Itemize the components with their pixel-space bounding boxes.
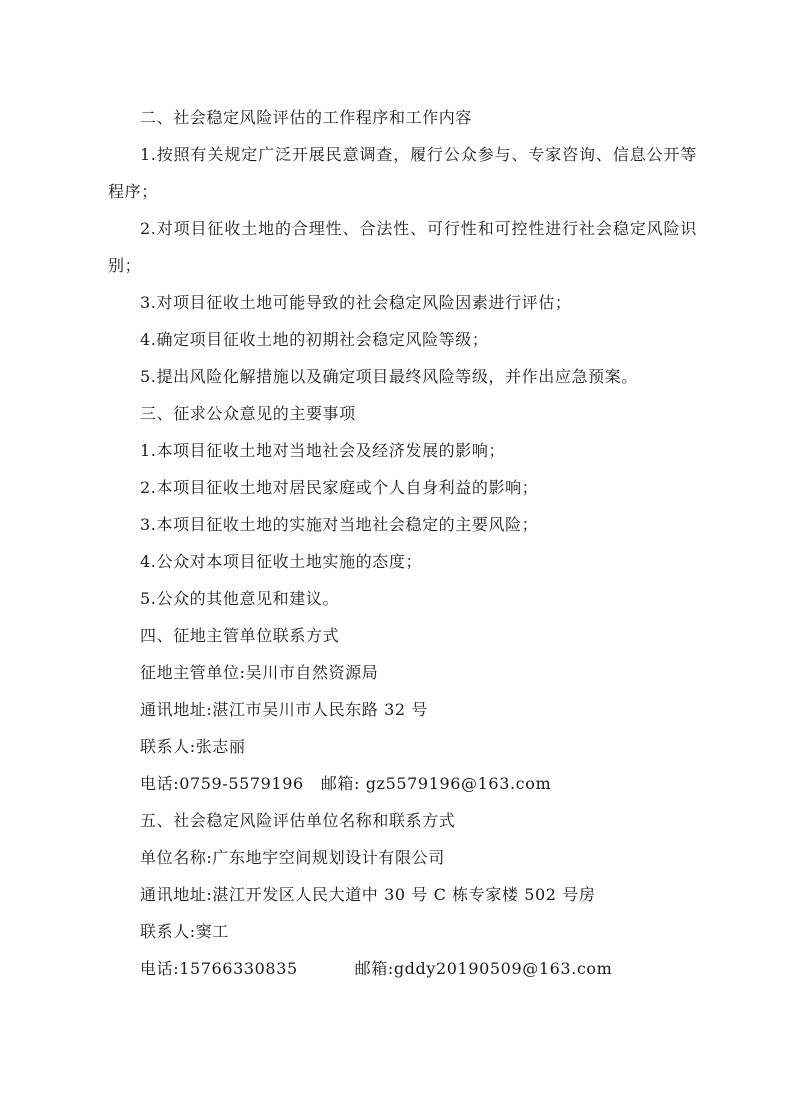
section-heading-2: 二、社会稳定风险评估的工作程序和工作内容 (140, 108, 473, 127)
opinion-item-3: 3.本项目征收土地的实施对当地社会稳定的主要风险； (140, 515, 539, 534)
opinion-item-5: 5.公众的其他意见和建议。 (140, 589, 340, 608)
opinion-item-1: 1.本项目征收土地对当地社会及经济发展的影响； (140, 441, 506, 460)
opinion-item-4: 4.公众对本项目征收土地实施的态度； (140, 552, 423, 571)
section-heading-5: 五、社会稳定风险评估单位名称和联系方式 (140, 811, 456, 830)
section-heading-3: 三、征求公众意见的主要事项 (140, 404, 356, 423)
procedure-item-3: 3.对项目征收土地可能导致的社会稳定风险因素进行评估； (140, 293, 572, 312)
assessor-phone-email: 电话:15766330835 邮箱:gddy20190509@163.com (140, 959, 613, 978)
procedure-item-2: 2.对项目征收土地的合理性、合法性、可行性和可控性进行社会稳定风险识别； (108, 219, 697, 275)
authority-unit: 征地主管单位:吴川市自然资源局 (140, 663, 379, 682)
assessor-unit: 单位名称:广东地宇空间规划设计有限公司 (140, 848, 445, 867)
authority-phone-email: 电话:0759-5579196 邮箱: gz5579196@163.com (140, 774, 552, 793)
assessor-contact-person: 联系人:窦工 (140, 922, 229, 941)
section-heading-4: 四、征地主管单位联系方式 (140, 626, 340, 645)
document-body (108, 99, 697, 987)
assessor-address: 通讯地址:湛江开发区人民大道中 30 号 C 栋专家楼 502 号房 (140, 885, 596, 904)
authority-address: 通讯地址:湛江市吴川市人民东路 32 号 (140, 700, 428, 719)
procedure-item-4: 4.确定项目征收土地的初期社会稳定风险等级； (140, 330, 489, 349)
procedure-item-1: 1.按照有关规定广泛开展民意调查，履行公众参与、专家咨询、信息公开等程序； (108, 145, 697, 201)
opinion-item-2: 2.本项目征收土地对居民家庭或个人自身利益的影响； (140, 478, 539, 497)
procedure-item-5: 5.提出风险化解措施以及确定项目最终风险等级，并作出应急预案。 (140, 367, 638, 386)
authority-contact-person: 联系人:张志丽 (140, 737, 246, 756)
